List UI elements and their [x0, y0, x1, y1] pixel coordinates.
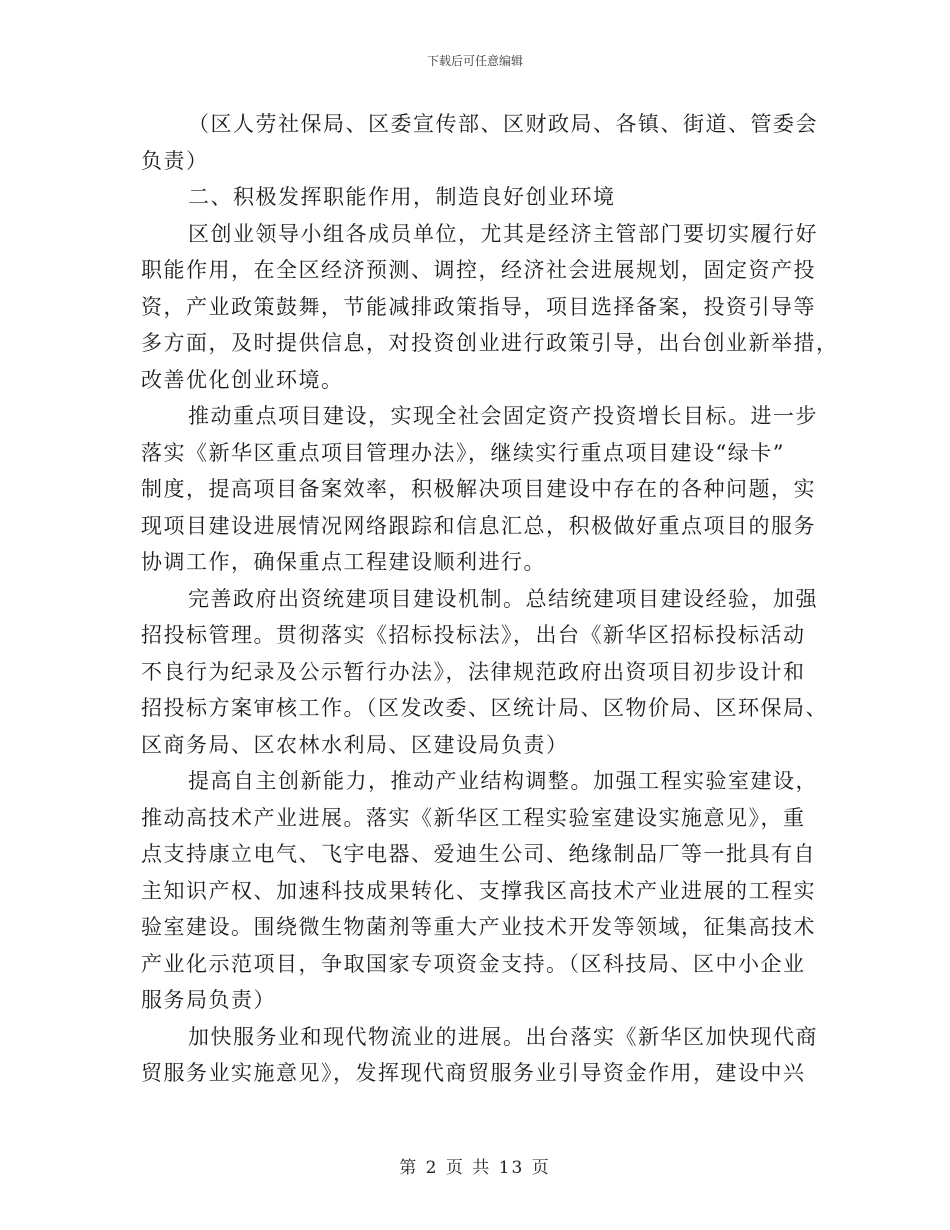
text-line: 区商务局、区农林水利局、区建设局负责）: [141, 732, 569, 757]
text-line: 职能作用，在全区经济预测、调控，经济社会进展规划，固定资产投: [141, 258, 816, 282]
text-line: 二、积极发挥职能作用，制造良好创业环境: [188, 185, 616, 209]
text-line: 完善政府出资统建项目建设机制。总结统建项目建设经验，加强: [188, 586, 818, 611]
text-line: 推动重点项目建设，实现全社会固定资产投资增长目标。进一步: [188, 404, 818, 428]
text-line: 现项目建设进展情况网络跟踪和信息汇总，积极做好重点项目的服务: [141, 513, 816, 538]
text-line: 推动高技术产业进展。落实《新华区工程实验室建设实施意见》，重: [141, 805, 806, 830]
text-line: 负责）: [141, 148, 209, 173]
page-header: 下载后可任意编辑: [426, 54, 523, 68]
text-line: 验室建设。围绕微生物菌剂等重大产业技术开发等领域，征集高技术: [141, 915, 816, 939]
text-line: （区人劳社保局、区委宣传部、区财政局、各镇、街道、管委会: [188, 112, 818, 136]
text-line: 点支持康立电气、飞宇电器、爱迪生公司、绝缘制品厂等一批具有自: [141, 842, 816, 866]
text-line: 招投标管理。贯彻落实《招标投标法》，出台《新华区招标投标活动: [141, 623, 806, 647]
text-line: 区创业领导小组各成员单位，尤其是经济主管部门要切实履行好: [188, 221, 818, 246]
text-line: 资，产业政策鼓舞，节能减排政策指导，项目选择备案，投资引导等: [141, 294, 816, 319]
text-line: 不良行为纪录及公示暂行办法》，法律规范政府出资项目初步设计和: [141, 659, 806, 684]
text-line: 改善优化创业环境。: [141, 367, 344, 392]
text-line: 产业化示范项目，争取国家专项资金支持。（区科技局、区中小企业: [141, 951, 806, 976]
text-line: 多方面，及时提供信息，对投资创业进行政策引导，出台创业新举措，: [141, 331, 839, 355]
text-line: 落实《新华区重点项目管理办法》，继续实行重点项目建设“绿卡”: [141, 440, 785, 465]
text-line: 招投标方案审核工作。（区发改委、区统计局、区物价局、区环保局、: [141, 696, 828, 720]
document-body: [141, 106, 839, 1092]
text-line: 贸服务业实施意见》，发挥现代商贸服务业引导资金作用，建设中兴: [141, 1061, 806, 1085]
text-line: 主知识产权、加速科技成果转化、支撑我区高技术产业进展的工程实: [141, 878, 816, 903]
text-line: 制度，提高项目备案效率，积极解决项目建设中存在的各种问题，实: [141, 477, 816, 501]
text-line: 加快服务业和现代物流业的进展。出台落实《新华区加快现代商: [188, 1024, 818, 1049]
text-line: 服务局负责）: [141, 988, 276, 1012]
text-line: 提高自主创新能力，推动产业结构调整。加强工程实验室建设，: [188, 769, 818, 793]
page-footer: 第 2 页 共 13 页: [399, 1158, 551, 1178]
text-line: 协调工作，确保重点工程建设顺利进行。: [141, 550, 546, 574]
